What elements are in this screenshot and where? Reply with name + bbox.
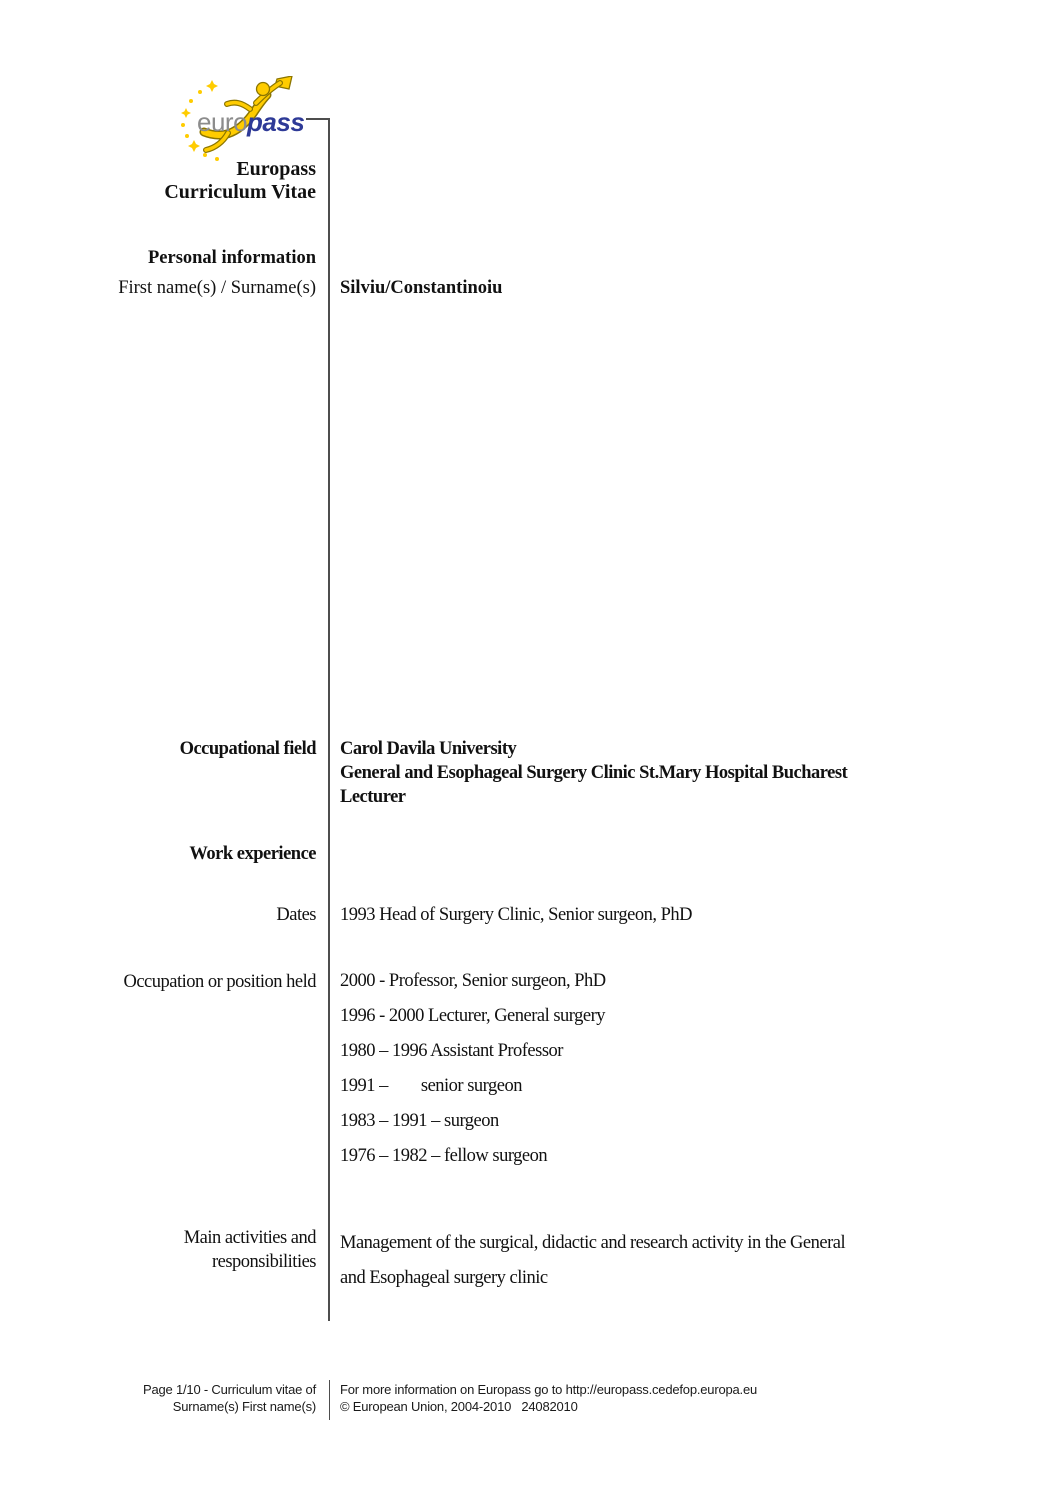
column-divider-line [328,118,330,1321]
document-title [0,158,316,204]
occupational-field-line3: Lecturer [340,787,406,807]
first-name-surname-label: First name(s) / Surname(s) [118,278,316,298]
logo-connector-line [306,118,329,120]
occupation-position-label: Occupation or position held [123,972,316,992]
europass-logo [178,76,318,164]
position-item: 1976 – 1982 – fellow surgeon [340,1146,548,1166]
wordmark-euro: euro [197,107,248,137]
dates-value: 1993 Head of Surgery Clinic, Senior surgeon, PhD [340,905,692,925]
footer-name-info: Surname(s) First name(s) [172,1399,316,1414]
dates-label: Dates [276,905,316,925]
occupational-field-value [340,737,980,809]
first-name-surname-value: Silviu/Constantinoiu [340,278,503,298]
main-activities-value-line1: Management of the surgical, didactic and research activity in the General [340,1233,846,1253]
occupational-field-line2: General and Esophageal Surgery Clinic St.Mary Hospital Bucharest [340,763,848,783]
footer-divider-line [329,1380,330,1420]
occupational-field-label: Occupational field [179,739,316,759]
document-title-line1: Europass [236,158,316,180]
work-experience-heading: Work experience [189,844,316,864]
positions-list [340,970,980,1180]
position-item: 1996 - 2000 Lecturer, General surgery [340,1006,606,1026]
footer-page-info: Page 1/10 - Curriculum vitae of [143,1382,316,1397]
main-activities-value [340,1226,980,1296]
footer-right [340,1381,980,1415]
footer-left [0,1381,316,1415]
wordmark-pass: pass [247,107,305,137]
position-item: 1980 – 1996 Assistant Professor [340,1041,563,1061]
footer-europass-url: For more information on Europass go to http://europass.cedefop.europa.eu [340,1382,758,1397]
document-title-line2: Curriculum Vitae [164,181,316,203]
main-activities-value-line2: and Esophageal surgery clinic [340,1268,548,1288]
occupational-field-line1: Carol Davila University [340,739,517,759]
position-item: 1983 – 1991 – surgeon [340,1111,499,1131]
main-activities-label-line2: responsibilities [211,1252,316,1272]
position-item: 2000 - Professor, Senior surgeon, PhD [340,971,606,991]
personal-information-heading: Personal information [147,248,316,268]
position-item: 1991 – senior surgeon [340,1076,522,1096]
europass-wordmark [197,107,304,137]
main-activities-label [0,1226,316,1274]
footer-copyright: © European Union, 2004-2010 24082010 [340,1399,578,1414]
main-activities-label-line1: Main activities and [183,1228,316,1248]
